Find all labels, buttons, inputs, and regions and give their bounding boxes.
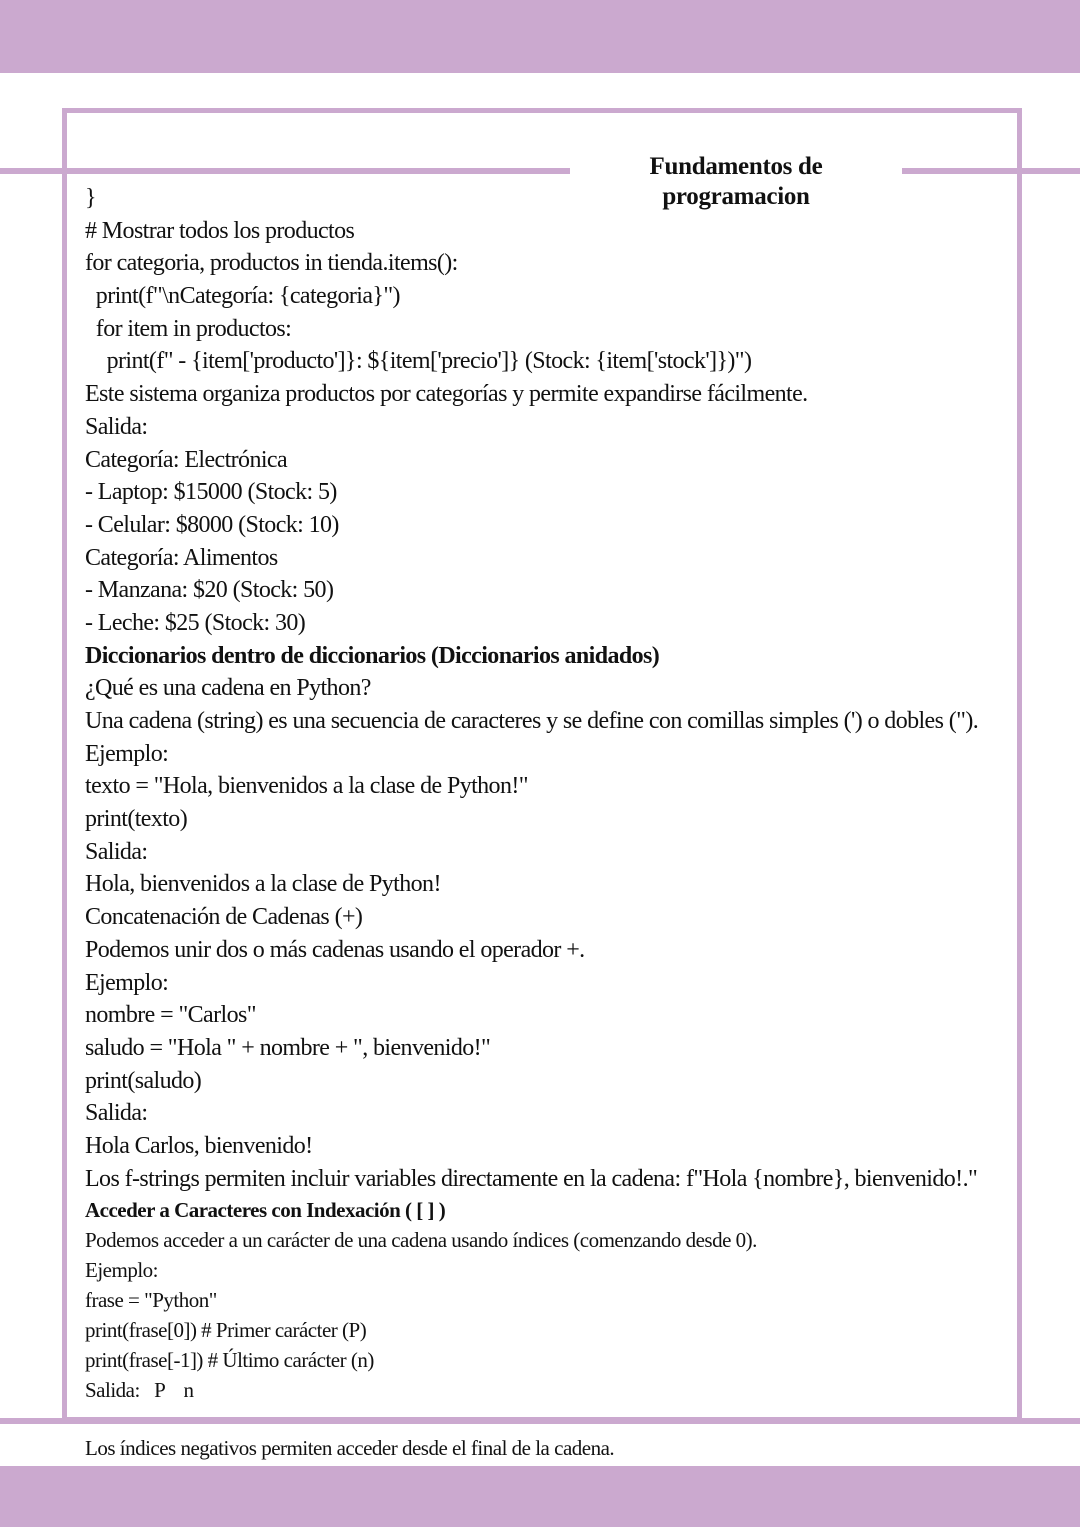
text-line: Ejemplo: xyxy=(85,1258,158,1283)
page-title: Fundamentos de programacion xyxy=(649,153,823,210)
text-line: for item in productos: xyxy=(85,315,292,342)
text-line: Los f-strings permiten incluir variables directamente en la cadena: f"Hola {nombre}, bienvenido!." xyxy=(85,1165,978,1192)
footer-rule xyxy=(0,1418,1080,1424)
text-line: Hola, bienvenidos a la clase de Python! xyxy=(85,871,441,898)
footer-note: Los índices negativos permiten acceder desde el final de la cadena. xyxy=(85,1436,615,1460)
text-line: nombre = "Carlos" xyxy=(85,1002,256,1029)
top-band xyxy=(0,0,1080,73)
text-line: print(f" - {item['producto']}: ${item['precio']} (Stock: {item['stock']})") xyxy=(85,348,752,375)
text-line: Podemos acceder a un carácter de una cadena usando índices (comenzando desde 0). xyxy=(85,1228,757,1253)
text-line: saludo = "Hola " + nombre + ", bienvenido!" xyxy=(85,1034,491,1061)
text-line: ¿Qué es una cadena en Python? xyxy=(85,675,371,702)
text-line: - Leche: $25 (Stock: 30) xyxy=(85,609,306,636)
text-line: Una cadena (string) es una secuencia de caracteres y se define con comillas simples (') o dobles ("). xyxy=(85,708,979,734)
text-line: Salida: P n xyxy=(85,1378,194,1403)
text-line: texto = "Hola, bienvenidos a la clase de Python!" xyxy=(85,773,528,800)
text-line: print(frase[-1]) # Último carácter (n) xyxy=(85,1348,374,1373)
bottom-band xyxy=(0,1466,1080,1527)
text-line: print(frase[0]) # Primer carácter (P) xyxy=(85,1318,367,1343)
text-line: Hola Carlos, bienvenido! xyxy=(85,1132,313,1159)
text-line: print(f"\nCategoría: {categoria}") xyxy=(85,283,400,310)
text-line: } xyxy=(85,185,96,211)
text-line: Categoría: Alimentos xyxy=(85,544,278,571)
text-line: print(texto) xyxy=(85,806,188,833)
indexing-section xyxy=(85,1195,1000,1405)
text-line: Categoría: Electrónica xyxy=(85,446,288,473)
text-line: Ejemplo: xyxy=(85,740,169,767)
text-line: # Mostrar todos los productos xyxy=(85,217,355,244)
text-line: Este sistema organiza productos por categorías y permite expandirse fácilmente. xyxy=(85,381,808,408)
section-heading: Diccionarios dentro de diccionarios (Diccionarios anidados) xyxy=(85,642,660,669)
text-line: - Manzana: $20 (Stock: 50) xyxy=(85,577,334,604)
text-line: Salida: xyxy=(85,1100,148,1127)
text-line: Podemos unir dos o más cadenas usando el operador +. xyxy=(85,936,585,963)
main-content xyxy=(85,182,1000,1405)
text-line: - Celular: $8000 (Stock: 10) xyxy=(85,511,339,538)
text-line: Ejemplo: xyxy=(85,969,169,996)
text-line: Salida: xyxy=(85,838,148,865)
section-heading: Acceder a Caracteres con Indexación ( [ ] ) xyxy=(85,1198,446,1223)
text-line: print(saludo) xyxy=(85,1067,202,1094)
text-block xyxy=(85,182,1000,1195)
text-line: Concatenación de Cadenas (+) xyxy=(85,904,363,931)
text-line: - Laptop: $15000 (Stock: 5) xyxy=(85,479,337,506)
text-line: for categoria, productos in tienda.items(): xyxy=(85,250,458,277)
text-line: Salida: xyxy=(85,413,148,440)
text-line: frase = "Python" xyxy=(85,1288,217,1313)
